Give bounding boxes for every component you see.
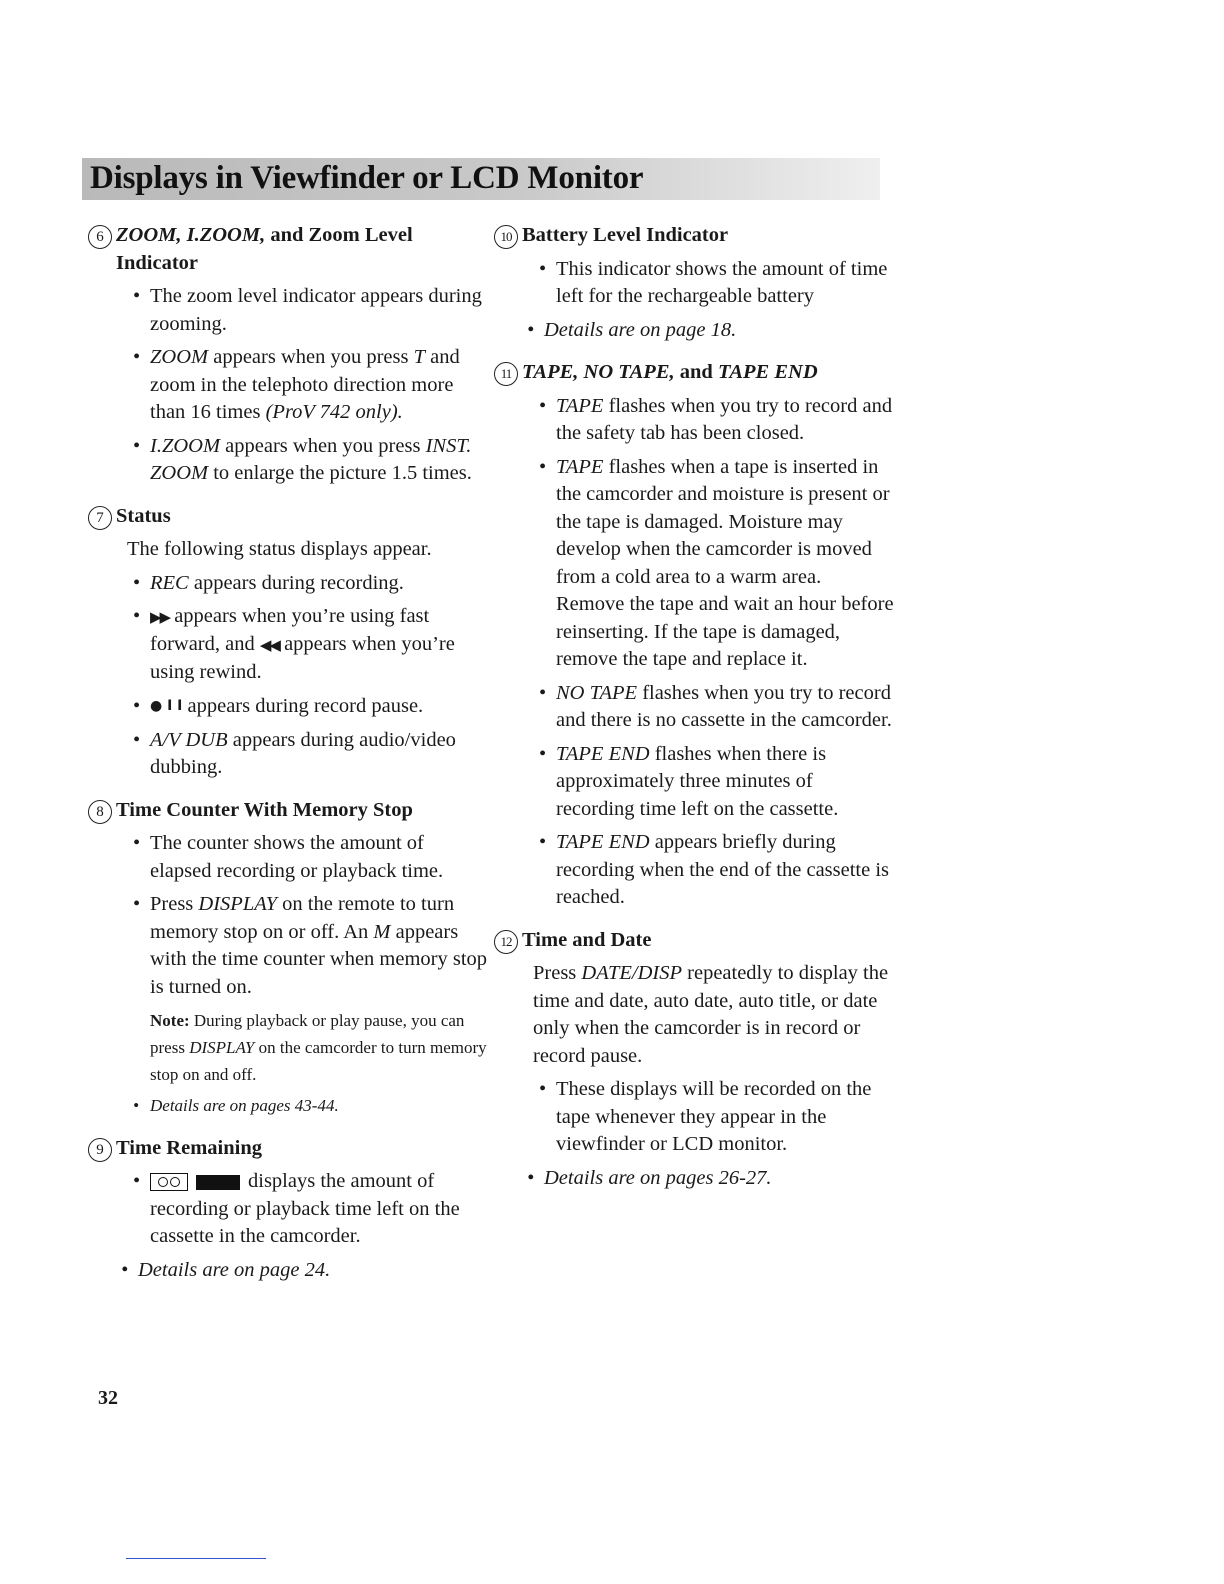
list-item: • The counter shows the amount of elapsed recording or playback time. [133, 830, 488, 885]
details-reference: • Details are on pages 43-44. [133, 1092, 488, 1120]
list-item: • A/V DUB appears during audio/video dubbing. [133, 727, 488, 782]
section-number-9: 9 [88, 1138, 112, 1162]
section-banner [82, 158, 880, 200]
list-item: • TAPE flashes when you try to record and the safety tab has been closed. [539, 393, 894, 448]
section-tape-title: TAPE, NO TAPE, and TAPE END [522, 361, 818, 383]
list-item: • The zoom level indicator appears during zooming. [133, 283, 488, 338]
time-bar-icon [196, 1175, 240, 1190]
list-item: • ● I I appears during record pause. [133, 693, 488, 721]
page-number: 32 [98, 1387, 118, 1409]
status-bullets [116, 570, 488, 782]
time-date-intro: Press DATE/DISP repeatedly to display the time and date, auto date, auto title, or date only when the camcorder is in record or record pause. [533, 962, 889, 1067]
details-reference: • Details are on pages 26-27. [527, 1165, 894, 1193]
section-time-date [494, 927, 894, 1193]
list-item: • TAPE flashes when a tape is inserted in the camcorder and moisture is present or the tape is damaged. Moisture may develop when the camcorder is moved from a cold area to a warm area. Remove the tape and wait an hour before reinserting. If the tape is damaged, remove the tape and replace it. [539, 454, 894, 674]
section-status-title: Status [116, 504, 171, 527]
section-number-6: 6 [88, 225, 112, 249]
record-pause-icon: ● I I [150, 698, 183, 715]
section-tape [494, 359, 894, 912]
list-item: • Press DISPLAY on the remote to turn memory stop on or off. An M appears with the time counter when memory stop is turned on. [133, 891, 488, 1001]
list-item: • displays the amount of recording or playback time left on the cassette in the camcorder. [133, 1168, 488, 1251]
details-reference: • Details are on page 24. [121, 1257, 488, 1285]
section-number-12: 12 [494, 930, 518, 954]
right-column [494, 222, 894, 1207]
section-zoom-title: ZOOM, I.ZOOM, and Zoom Level Indicator [116, 224, 413, 274]
list-item: • NO TAPE flashes when you try to record and there is no cassette in the camcorder. [539, 680, 894, 735]
section-battery-title: Battery Level Indicator [522, 224, 729, 246]
footer-divider [126, 1558, 266, 1559]
time-counter-bullets [116, 830, 488, 1001]
time-date-bullets [522, 1076, 894, 1192]
section-time-remaining [88, 1135, 488, 1285]
section-number-8: 8 [88, 800, 112, 824]
section-number-10: 10 [494, 225, 518, 249]
fast-forward-icon: ▶▶ [150, 607, 170, 626]
cassette-icon [150, 1173, 188, 1191]
zoom-bullets [116, 283, 488, 488]
section-battery [494, 222, 894, 344]
list-item: • ▶▶ appears when you’re using fast forward, and ◀◀ appears when you’re using rewind. [133, 603, 488, 687]
battery-bullets [522, 256, 894, 345]
section-number-11: 11 [494, 362, 518, 386]
section-number-7: 7 [88, 506, 112, 530]
list-item: • ZOOM appears when you press T and zoom in the telephoto direction more than 16 times (ProV 742 only). [133, 344, 488, 427]
section-time-counter-title: Time Counter With Memory Stop [116, 798, 413, 821]
list-item: • REC appears during recording. [133, 570, 488, 598]
section-status [88, 503, 488, 782]
section-time-remaining-title: Time Remaining [116, 1136, 262, 1159]
list-item: • I.ZOOM appears when you press INST. ZOOM to enlarge the picture 1.5 times. [133, 433, 488, 488]
list-item: • These displays will be recorded on the tape whenever they appear in the viewfinder or LCD monitor. [539, 1076, 894, 1159]
rewind-icon: ◀◀ [259, 635, 279, 654]
list-item: • This indicator shows the amount of time left for the rechargeable battery [539, 256, 894, 311]
section-time-counter [88, 797, 488, 1120]
list-item: • TAPE END appears briefly during recording when the end of the cassette is reached. [539, 829, 894, 912]
section-zoom [88, 222, 488, 488]
section-time-date-title: Time and Date [522, 928, 652, 951]
status-intro: The following status displays appear. [127, 538, 432, 560]
note: Note: During playback or play pause, you can press DISPLAY on the camcorder to turn memory stop on and off. [150, 1011, 487, 1085]
details-reference: • Details are on page 18. [527, 317, 894, 345]
left-column [88, 222, 488, 1299]
page-title: Displays in Viewfinder or LCD Monitor [90, 160, 644, 196]
time-remaining-bullets [116, 1168, 488, 1284]
tape-bullets [522, 393, 894, 912]
list-item: • TAPE END flashes when there is approximately three minutes of recording time left on the cassette. [539, 741, 894, 824]
